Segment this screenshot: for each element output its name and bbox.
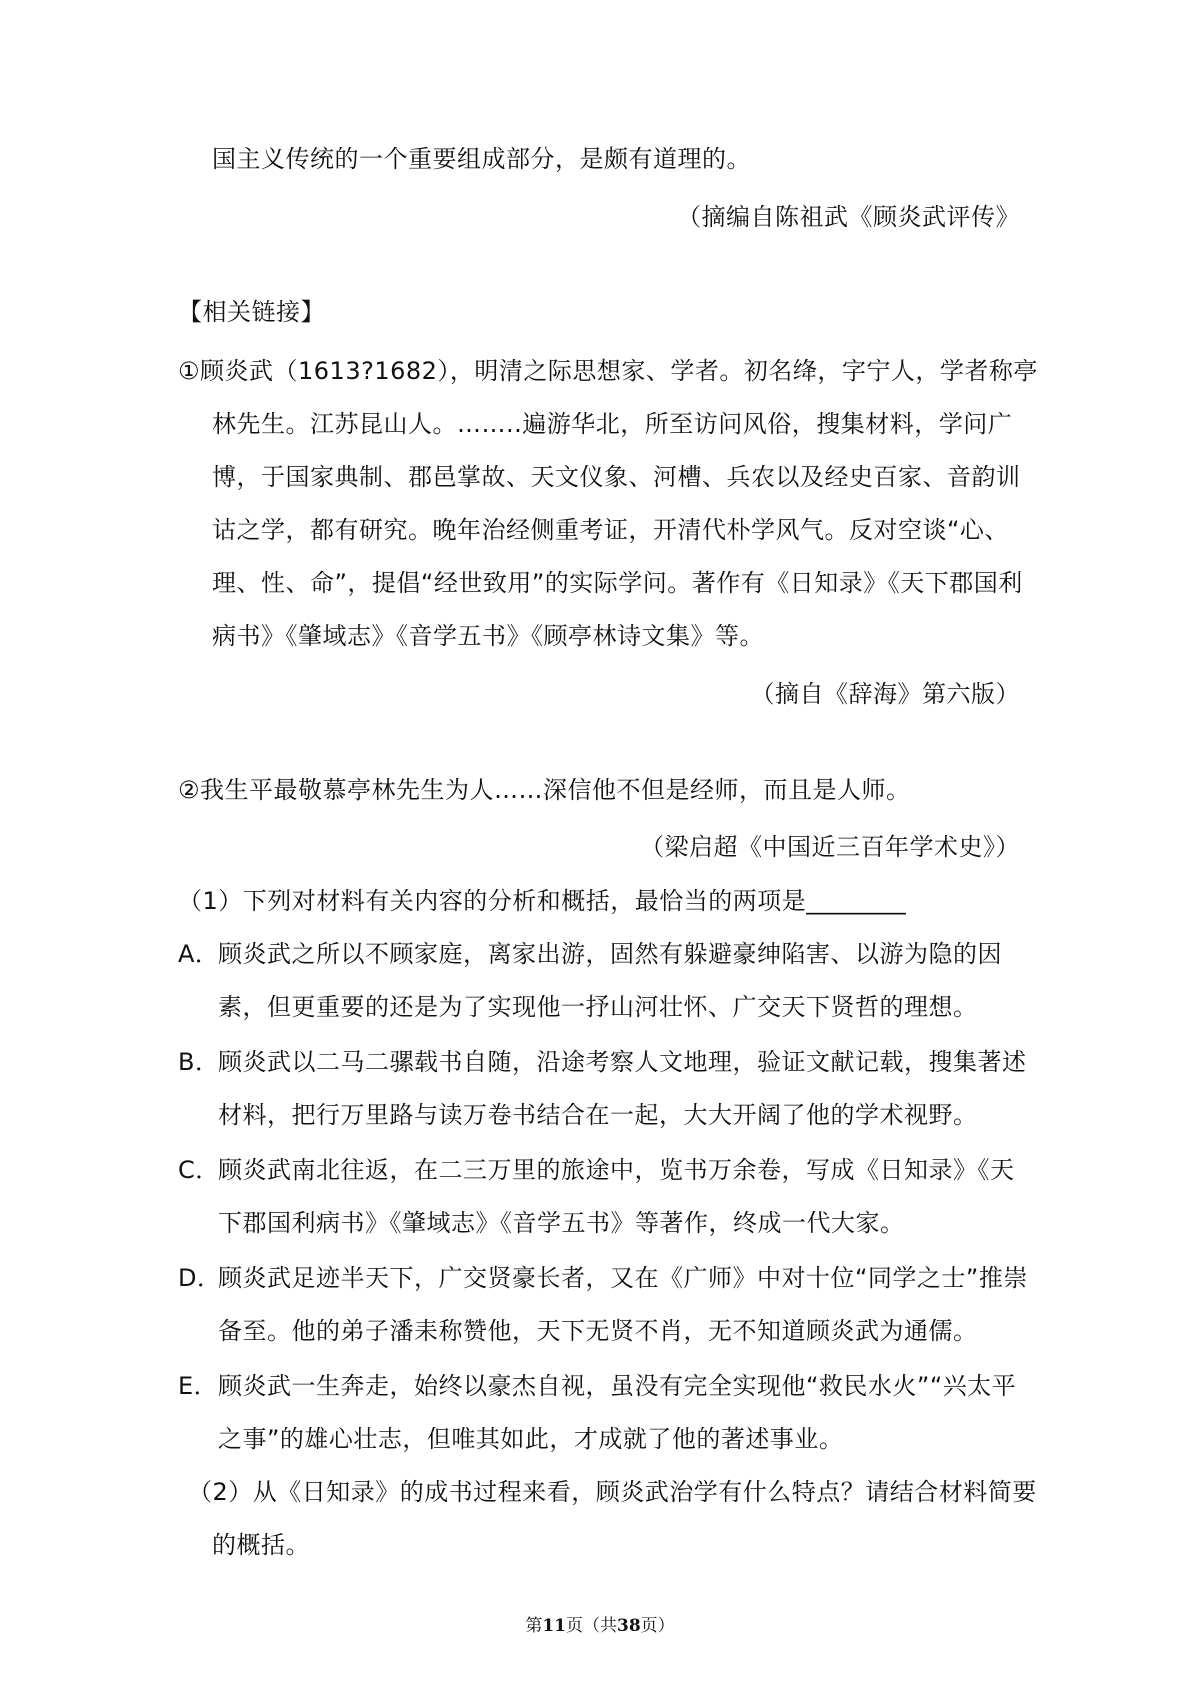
continuation-text: 国主义传统的一个重要组成部分，是颇有道理的。 (212, 145, 751, 173)
link1-line: ①顾炎武（1613?1682），明清之际思想家、学者。初名绛，字宁人，学者称亭 (178, 357, 1038, 385)
question1-prompt: （1）下列对材料有关内容的分析和概括，最恰当的两项是________ (178, 887, 907, 915)
question2-line2: 的概括。 (212, 1531, 310, 1559)
footer-page-number: 11 (542, 1616, 566, 1636)
link2-source: （梁启超《中国近三百年学术史》） (640, 833, 1020, 861)
related-links-heading: 【相关链接】 (178, 298, 325, 326)
option-c-label: C． (178, 1156, 220, 1184)
link1-line: 诂之学，都有研究。晚年治经侧重考证，开清代朴学风气。反对空谈“心、 (212, 516, 1009, 544)
link1-source: （摘自《辞海》第六版） (750, 680, 1020, 708)
question2-line1: （2）从《日知录》的成书过程来看，顾炎武治学有什么特点？请结合材料简要 (188, 1478, 1037, 1506)
option-a-line1: 顾炎武之所以不顾家庭，离家出游，固然有躲避豪绅陷害、以游为隐的因 (218, 940, 1002, 968)
option-e-line1: 顾炎武一生奔走，始终以豪杰自视，虽没有完全实现他“救民水火”“兴太平 (218, 1372, 1017, 1400)
option-d-line2: 备至。他的弟子潘耒称赞他，天下无贤不肖，无不知道顾炎武为通儒。 (218, 1317, 978, 1345)
option-a-line2: 素，但更重要的还是为了实现他一抒山河壮怀、广交天下贤哲的理想。 (218, 993, 978, 1021)
footer-total-pages: 38 (617, 1616, 641, 1636)
option-b-line2: 材料，把行万里路与读万卷书结合在一起，大大开阔了他的学术视野。 (218, 1101, 978, 1129)
option-c-line1: 顾炎武南北往返，在二三万里的旅途中，览书万余卷，写成《日知录》《天 (218, 1156, 1015, 1184)
continuation-source: （摘编自陈祖武《顾炎武评传》 (677, 203, 1020, 231)
link1-line: 林先生。江苏昆山人。……..遍游华北，所至访问风俗，搜集材料，学问广 (212, 410, 1013, 438)
footer-suffix: 页） (640, 1616, 675, 1636)
option-e-label: E． (178, 1372, 219, 1400)
option-b-label: B． (178, 1048, 220, 1076)
footer-middle: 页（共 (566, 1616, 617, 1636)
link2-text: ②我生平最敬慕亭林先生为人……深信他不但是经师，而且是人师。 (178, 776, 911, 804)
option-d-label: D． (178, 1264, 222, 1292)
option-b-line1: 顾炎武以二马二骡载书自随，沿途考察人文地理，验证文献记载，搜集著述 (218, 1048, 1027, 1076)
option-e-line2: 之事”的雄心壮志，但唯其如此，才成就了他的著述事业。 (218, 1425, 844, 1453)
option-c-line2: 下郡国利病书》《肇域志》《音学五书》等著作，终成一代大家。 (218, 1209, 905, 1237)
option-a-label: A． (178, 940, 220, 968)
page-footer (0, 1615, 1200, 1637)
link1-line: 病书》《肇域志》《音学五书》《顾亭林诗文集》等。 (212, 622, 764, 650)
footer-prefix: 第 (525, 1616, 543, 1636)
link1-line: 博，于国家典制、郡邑掌故、天文仪象、河槽、兵农以及经史百家、音韵训 (212, 463, 1021, 491)
option-d-line1: 顾炎武足迹半天下，广交贤豪长者，又在《广师》中对十位“同学之士”推崇 (218, 1264, 1028, 1292)
link1-line: 理、性、命”，提倡“经世致用”的实际学问。著作有《日知录》《天下郡国利 (212, 569, 1023, 597)
